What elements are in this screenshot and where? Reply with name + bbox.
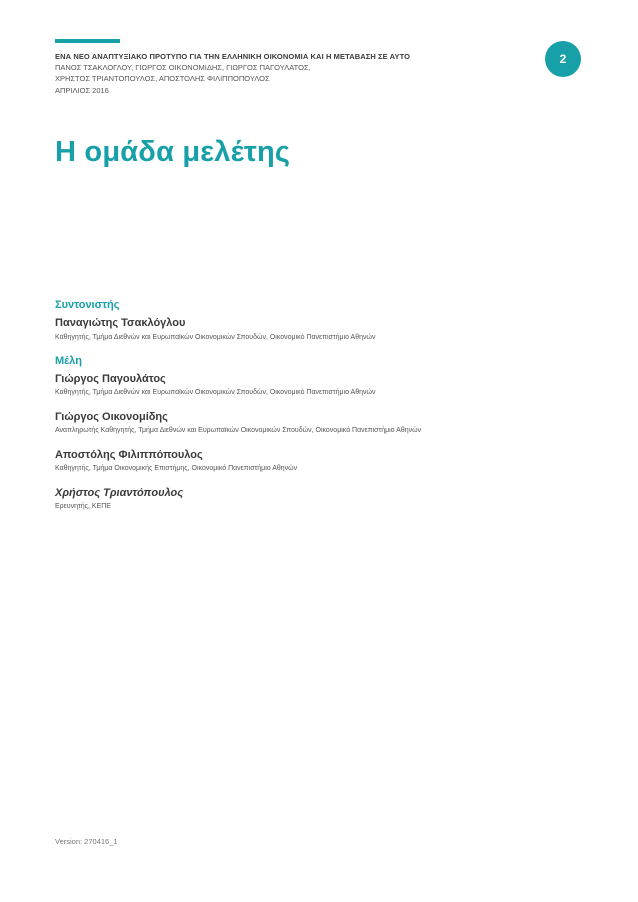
coordinator-section <box>55 299 455 343</box>
member-role: Καθηγητής, Τμήμα Οικονομικής Επιστήμης, Οικονομικό Πανεπιστήμιο Αθηνών <box>55 465 298 472</box>
coordinator-name: Παναγιώτης Τσακλόγλου <box>55 317 186 329</box>
page-title: Η ομάδα μελέτης <box>55 136 291 168</box>
member-role: Ερευνητής, ΚΕΠΕ <box>55 503 111 510</box>
authors-line-1: ΠΑΝΟΣ ΤΣΑΚΛΟΓΛΟΥ, ΓΙΩΡΓΟΣ ΟΙΚΟΝΟΜΙΔΗΣ, ΓΙΩΡΓΟΣ ΠΑΓΟΥΛΑΤΟΣ, <box>55 63 311 72</box>
member-item <box>55 448 455 474</box>
coordinator-role: Καθηγητής, Τμήμα Διεθνών και Ευρωπαϊκών Οικονομικών Σπουδών, Οικονομικό Πανεπιστήμιο Αθηνών <box>55 334 376 341</box>
member-item <box>55 486 455 512</box>
coordinator-label: Συντονιστής <box>55 299 120 311</box>
member-item <box>55 410 455 436</box>
authors-line-2: ΧΡΗΣΤΟΣ ΤΡΙΑΝΤΟΠΟΥΛΟΣ, ΑΠΟΣΤΟΛΗΣ ΦΙΛΙΠΠΟΠΟΥΛΟΣ <box>55 74 270 83</box>
members-label: Μέλη <box>55 355 82 367</box>
members-section <box>55 355 455 512</box>
member-role: Αναπληρωτής Καθηγητής, Τμήμα Διεθνών και Ευρωπαϊκών Οικονομικών Σπουδών, Οικονομικό Πανεπιστήμιο Αθηνών <box>55 427 422 434</box>
header-accent-bar <box>55 39 120 43</box>
study-team <box>55 299 455 512</box>
document-title: ΕΝΑ ΝΕΟ ΑΝΑΠΤΥΞΙΑΚΟ ΠΡΟΤΥΠΟ ΓΙΑ ΤΗΝ ΕΛΛΗΝΙΚΗ ΟΙΚΟΝΟΜΙΑ ΚΑΙ Η ΜΕΤΑΒΑΣΗ ΣΕ ΑΥΤΟ <box>55 52 411 61</box>
member-name: Αποστόλης Φιλιππόπουλος <box>55 449 203 461</box>
version-footer: Version: 270416_1 <box>55 837 118 846</box>
member-name: Γιώργος Οικονομίδης <box>55 411 168 423</box>
publication-date: ΑΠΡΙΛΙΟΣ 2016 <box>55 86 109 95</box>
member-name: Χρήστος Τριαντόπουλος <box>55 487 184 499</box>
member-item <box>55 372 455 398</box>
page-number-badge: 2 <box>545 41 581 77</box>
member-role: Καθηγητής, Τμήμα Διεθνών και Ευρωπαϊκών Οικονομικών Σπουδών, Οικονομικό Πανεπιστήμιο Αθηνών <box>55 389 376 396</box>
document-header <box>55 51 485 96</box>
member-name: Γιώργος Παγουλάτος <box>55 373 166 385</box>
